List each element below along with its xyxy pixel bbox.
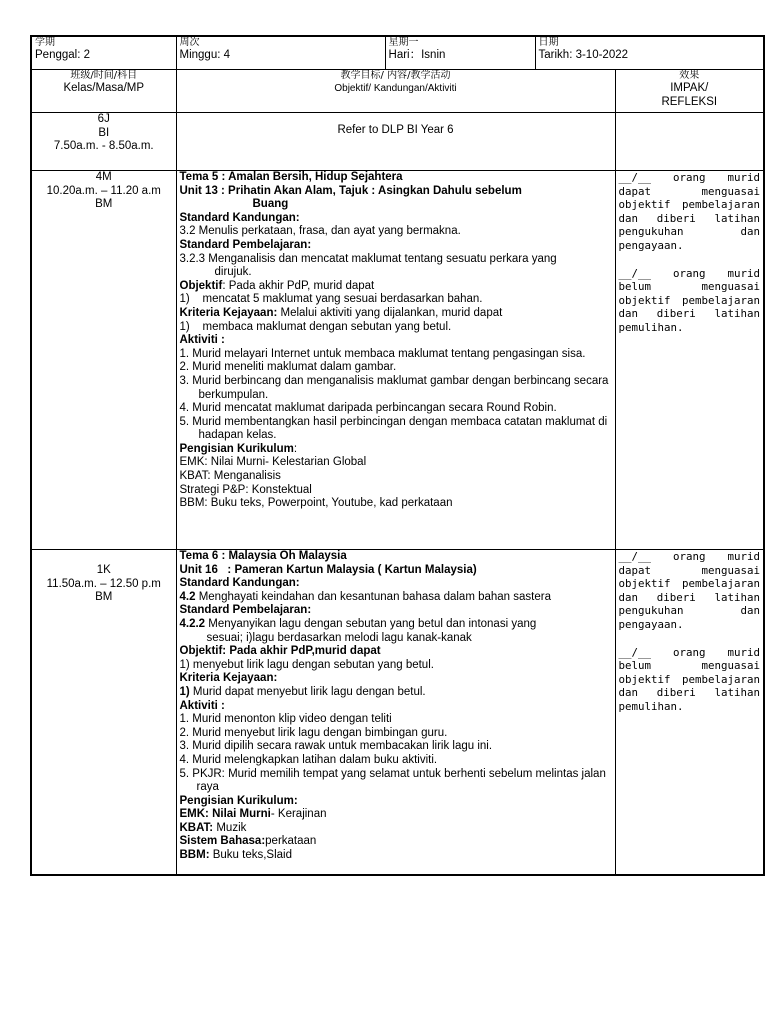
tarikh-cell (535, 36, 764, 70)
aktiviti-item: 1. Murid menonton klip video dengan teliti (179, 713, 392, 726)
aktiviti-item: 4. Murid melengkapkan latihan dalam buku aktiviti. (179, 753, 438, 766)
time-slot: 10.20a.m. – 11.20 a.m (46, 184, 161, 197)
kelas-header-label: Kelas/Masa/MP (63, 82, 145, 94)
subject: BI (98, 126, 110, 139)
impak-menguasai: __/__ orang murid dapat menguasai objektif pembelajaran dan diberi latihan pengukuhan dan pengayaan. (618, 171, 761, 252)
minggu-cell (176, 36, 385, 70)
unit-title: Unit 16 : Pameran Kartun Malaysia ( Kartun Malaysia) (179, 563, 477, 576)
kelas-name: 6J (97, 113, 110, 125)
lesson-row-1k (31, 550, 764, 875)
subject: BM (95, 591, 113, 604)
kelas-header (31, 70, 176, 113)
pengisian-label: Pengisian Kurikulum: (179, 794, 298, 807)
emk-text: - Kerajinan (270, 808, 327, 821)
kelas-name: 1K (96, 564, 111, 576)
kriteria-text: Melalui aktiviti yang dijalankan, murid dapat (277, 306, 503, 319)
bbm-label: BBM: (179, 849, 210, 862)
impak-cell-1k (615, 550, 764, 875)
penggal-value: Penggal: 2 (35, 49, 90, 61)
emk: EMK: Nilai Murni- Kelestarian Global (179, 456, 367, 469)
objektif-item: 1) mencatat 5 maklumat yang sesuai berdasarkan bahan. (179, 293, 483, 306)
sp-text-cont: sesuai; i)lagu berdasarkan melodi lagu kanak-kanak (206, 631, 472, 644)
tarikh-value: Tarikh: 3-10-2022 (538, 49, 629, 61)
pengisian-label: Pengisian Kurikulum (179, 442, 294, 455)
kriteria-item (180, 686, 612, 700)
sp-num: 4.2.2 (179, 617, 206, 630)
sistem-bahasa (180, 835, 612, 849)
sk-label: Standard Kandungan: (179, 577, 300, 590)
kriteria-item: 1) membaca maklumat dengan sebutan yang betul. (179, 320, 452, 333)
tarikh-cn: 日期 (538, 37, 559, 48)
kbat: KBAT: Menganalisis (179, 470, 281, 483)
tema: Tema 5 : Amalan Bersih, Hidup Sejahtera (179, 171, 403, 183)
tema: Tema 6 : Malaysia Oh Malaysia (179, 550, 347, 562)
header-row (31, 36, 764, 70)
aktiviti-item: 5. PKJR: Murid memilih tempat yang selamat untuk berhenti sebelum melintas jalan raya (179, 767, 606, 794)
aktiviti-item: 5. Murid membentangkan hasil perbincingan dengan membaca catatan maklumat di hadapan kelas. (179, 415, 608, 442)
impak-header-cn: 效果 (679, 70, 700, 81)
bbm (180, 849, 612, 863)
hari-cell (385, 36, 535, 70)
impak-belum-menguasai: __/__ orang murid belum menguasai objektif pembelajaran dan diberi latihan pemulihan. (618, 266, 761, 334)
aktiviti-item: 3. Murid berbincang dan menganalisis maklumat gambar dengan berbincang secara berkumpulan. (179, 374, 609, 401)
hari-cn: 星期一 (388, 37, 419, 48)
emk (180, 808, 612, 822)
sk-label: Standard Kandungan: (179, 211, 300, 224)
kbat (180, 822, 612, 836)
objektif-label: Objektif (179, 279, 223, 292)
sp-desc: Menyanyikan lagu dengan sebutan yang betul dan intonasi yang (205, 617, 537, 630)
kbat-text: Muzik (213, 821, 247, 834)
sb-label: Sistem Bahasa: (179, 835, 266, 848)
hari-value: Hari：Isnin (388, 49, 446, 61)
objektif (180, 280, 612, 294)
bbm-text: Buku teks,Slaid (209, 849, 292, 862)
aktiviti-item: 3. Murid dipilih secara rawak untuk membacakan lirik lagu ini. (179, 740, 493, 753)
sp-label: Standard Pembelajaran: (179, 238, 312, 251)
sp-text (180, 618, 612, 632)
impak-menguasai: __/__ orang murid dapat menguasai objektif pembelajaran dan diberi latihan pengukuhan dan pengayaan. (618, 550, 761, 631)
objektif-header (176, 70, 615, 113)
lesson-row-4m (31, 171, 764, 550)
aktiviti-label: Aktiviti : (179, 699, 225, 712)
content-cell-4m (176, 171, 615, 550)
lesson-row-6j (31, 113, 764, 171)
impak-header-label-2: REFLEKSI (661, 95, 718, 108)
unit-title-cont: Buang (252, 198, 289, 211)
dlp-reference: Refer to DLP BI Year 6 (337, 123, 454, 136)
kriteria-num: 1) (179, 685, 190, 698)
aktiviti-item: 2. Murid menyebut lirik lagu dengan bimbingan guru. (179, 726, 448, 739)
kelas-cell-1k (31, 550, 176, 875)
strategi: Strategi P&P: Konstektual (179, 483, 312, 496)
pengisian (180, 443, 612, 457)
kelas-name: 4M (95, 171, 112, 183)
kelas-cell-6j (31, 113, 176, 171)
column-header-row (31, 70, 764, 113)
impak-header (615, 70, 764, 113)
impak-header-label-1: IMPAK/ (670, 82, 709, 94)
impak-cell-4m (615, 171, 764, 550)
kriteria-text: Murid dapat menyebut lirik lagu dengan betul. (189, 685, 426, 698)
content-cell-6j (176, 113, 615, 171)
minggu-value: Minggu: 4 (179, 49, 231, 61)
emk-label: EMK: Nilai Murni (179, 808, 271, 821)
sk-desc: Menghayati keindahan dan kesantunan bahasa dalam bahan sastera (195, 590, 551, 603)
penggal-cn: 学期 (35, 37, 55, 48)
kriteria-label: Kriteria Kejayaan: (179, 306, 278, 319)
lesson-plan-page (30, 35, 763, 876)
content-cell-1k (176, 550, 615, 875)
pengisian-colon: : (293, 442, 298, 455)
sp-text: 3.2.3 Menganalisis dan mencatat maklumat tentang sesuatu perkara yang (179, 252, 557, 265)
kelas-cell-4m (31, 171, 176, 550)
sp-label: Standard Pembelajaran: (179, 604, 312, 617)
subject: BM (95, 198, 113, 211)
penggal-cell (31, 36, 176, 70)
objektif-header-cn: 教学目标/ 内容/教学活动 (340, 70, 451, 81)
sp-text-cont: dirujuk. (214, 266, 252, 279)
impak-cell-6j (615, 113, 764, 171)
aktiviti-item: 4. Murid mencatat maklumat daripada perbincangan secara Round Robin. (179, 402, 557, 415)
minggu-cn: 周次 (179, 37, 200, 48)
sk-num: 4.2 (179, 590, 196, 603)
sk-text: 3.2 Menulis perkataan, frasa, dan ayat yang bermakna. (179, 225, 461, 238)
objektif-text: : Pada akhir PdP, murid dapat (222, 279, 375, 292)
aktiviti-item: 1. Murid melayari Internet untuk membaca maklumat tentang pengasingan sisa. (179, 347, 586, 360)
time-slot: 11.50a.m. – 12.50 p.m (46, 577, 161, 590)
objektif-label: Objektif: Pada akhir PdP,murid dapat (179, 645, 381, 658)
kelas-header-cn: 班级/时间/科目 (70, 70, 138, 81)
lesson-plan-table (30, 35, 765, 876)
objektif-header-label: Objektif/ Kandungan/Aktiviti (334, 83, 457, 94)
kriteria (180, 307, 612, 321)
bbm: BBM: Buku teks, Powerpoint, Youtube, kad perkataan (179, 497, 453, 510)
kbat-label: KBAT: (179, 821, 214, 834)
objektif-item: 1) menyebut lirik lagu dengan sebutan yang betul. (179, 658, 434, 671)
aktiviti-item: 2. Murid meneliti maklumat dalam gambar. (179, 361, 397, 374)
aktiviti-label: Aktiviti : (179, 334, 225, 347)
sk-text (180, 591, 612, 605)
kriteria-label: Kriteria Kejayaan: (179, 672, 278, 685)
impak-belum-menguasai: __/__ orang murid belum menguasai objektif pembelajaran dan diberi latihan pemulihan. (618, 645, 761, 713)
unit-title: Unit 13 : Prihatin Akan Alam, Tajuk : Asingkan Dahulu sebelum (179, 184, 522, 197)
time-slot: 7.50a.m. - 8.50a.m. (53, 140, 154, 153)
sb-text: perkataan (265, 835, 317, 848)
